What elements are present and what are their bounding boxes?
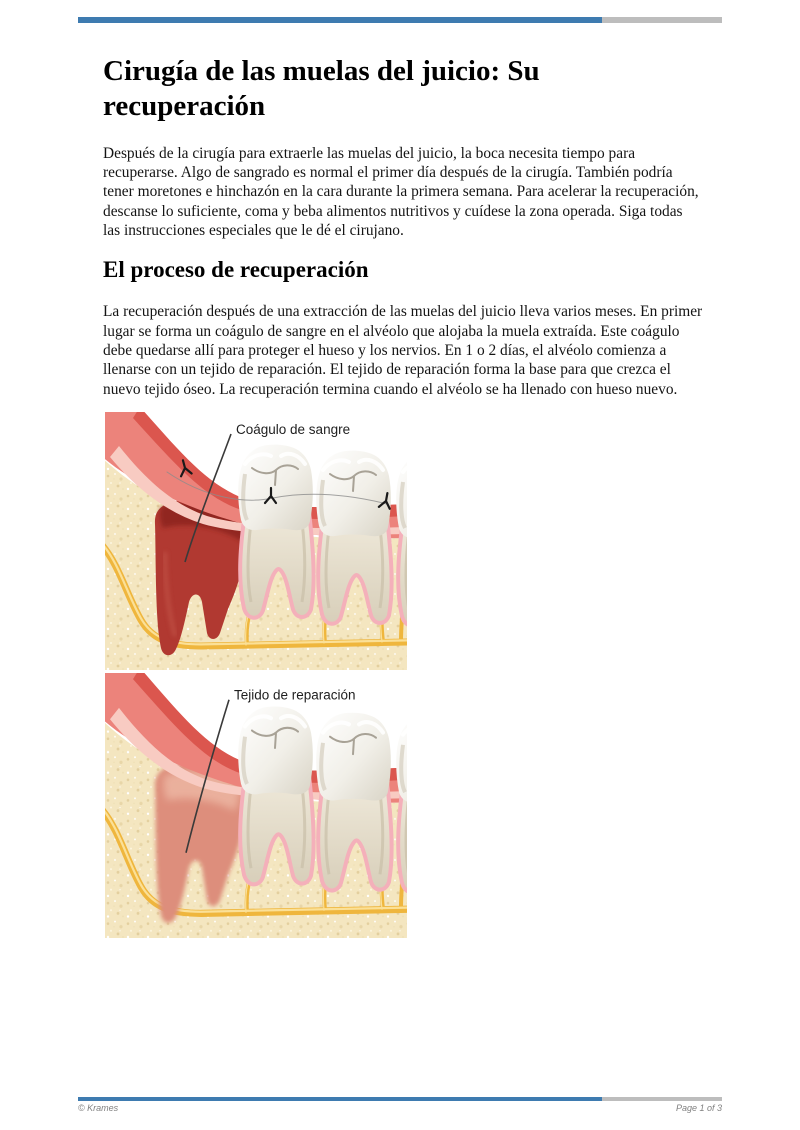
repair-tissue-illustration (105, 673, 407, 938)
section-paragraph: La recuperación después de una extracción de las muelas del juicio lleva varios meses. En primer lugar se forma un coágulo de sangre en el alvéolo que alojaba la muela extraída. Este coágulo debe quedarse allí para proteger el hueso y los nervios. En 1 o 2 días, el alvéolo comienza a llenarse con un tejido de reparación. El tejido de reparación forma la base para que crezca el nuevo tejido óseo. La recuperación termina cuando el alvéolo se ha llenado con hueso nuevo. (103, 303, 703, 398)
article (103, 0, 703, 938)
figure-label: Tejido de reparación (234, 687, 356, 703)
molar-teeth (238, 706, 407, 890)
molar-teeth (238, 445, 407, 624)
page-indicator: Page 1 of 3 (675, 1103, 722, 1113)
intro-paragraph: Después de la cirugía para extraerle las muelas del juicio, la boca necesita tiempo para recuperarse. Algo de sangrado es normal el primer día después de la cirugía. También podría tener moretones e hinchazón en la cara durante la primera semana. Para acelerar la recuperación, descanse lo suficiente, coma y beba alimentos nutritivos y cuídese la zona operada. Siga todas las instrucciones especiales que le dé el cirujano. (103, 144, 699, 239)
figure-repair-tissue (103, 673, 703, 938)
bottom-rule-blue-segment (78, 1097, 602, 1101)
blood-clot-illustration (105, 412, 407, 670)
page-footer (78, 1103, 722, 1113)
figure-label: Coágulo de sangre (236, 421, 351, 437)
copyright-text: © Krames (78, 1103, 119, 1113)
bottom-rule (78, 1097, 722, 1101)
page-title: Cirugía de las muelas del juicio: Su recuperación (103, 55, 540, 122)
section-heading: El proceso de recuperación (103, 257, 369, 283)
figure-blood-clot (103, 412, 703, 670)
bottom-rule-gray-segment (602, 1097, 722, 1101)
